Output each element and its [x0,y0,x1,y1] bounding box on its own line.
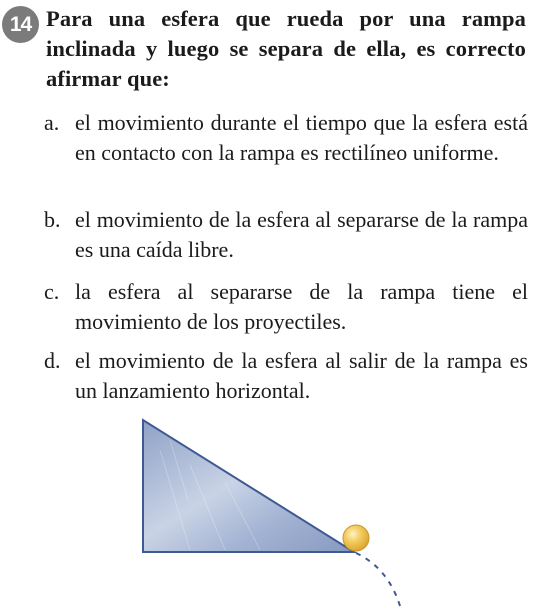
option-a[interactable] [44,108,528,168]
option-c-letter: c. [44,279,60,304]
option-b-text: el movimiento de la esfera al separarse de la rampa es una caída libre. [75,207,528,262]
inclined-ramp [143,420,354,552]
ramp-figure [130,410,420,609]
option-c-text: la esfera al separarse de la rampa tiene el movimiento de los proyectiles. [75,279,528,334]
sphere [343,525,369,551]
option-d[interactable] [44,346,528,406]
option-c[interactable] [44,277,528,337]
option-d-text: el movimiento de la esfera al salir de la rampa es un lanzamiento horizontal. [75,348,528,403]
option-b-letter: b. [44,207,61,232]
option-a-letter: a. [44,110,60,135]
question-stem: Para una esfera que rueda por una rampa inclinada y luego se separa de ella, es correcto afirmar que: [46,6,526,91]
option-a-text: el movimiento durante el tiempo que la esfera está en contacto con la rampa es rectilíneo uniforme. [75,110,528,165]
option-d-letter: d. [44,348,61,373]
option-b[interactable] [44,205,528,265]
question-number-badge: 14 [2,6,39,43]
projectile-trajectory [356,553,400,606]
